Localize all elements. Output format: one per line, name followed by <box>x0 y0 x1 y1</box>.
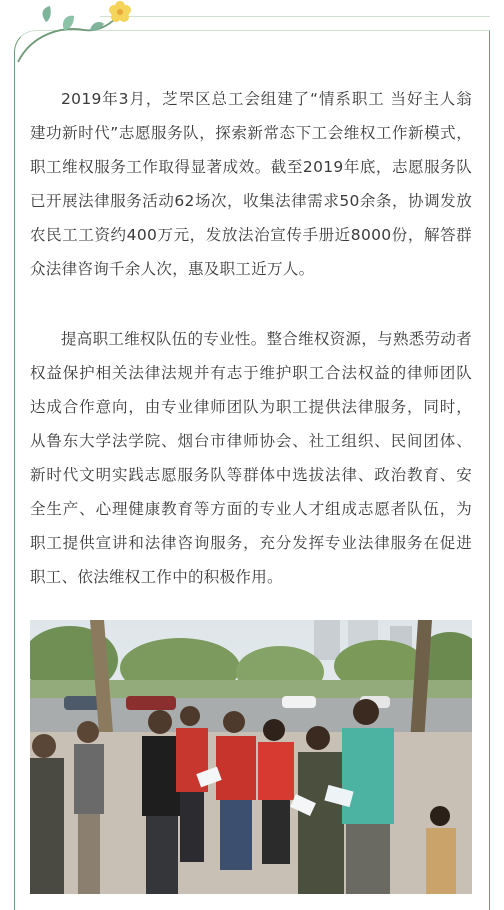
frame-top-line <box>100 16 490 17</box>
article-paragraph-2: 提高职工维权队伍的专业性。整合维权资源，与熟悉劳动者权益保护相关法律法规并有志于维护职工合法权益的律师团队达成合作意向，由专业律师团队为职工提供法律服务，同时，从鲁东大学法学院、烟台市律师协会、社工组织、民间团体、新时代文明实践志愿服务队等群体中选拔法律、政治教育、安全生产、心理健康教育等方面的专业人才组成志愿者队伍，为职工提供宣讲和法律咨询服务，充分发挥专业法律服务在促进职工、依法维权工作中的积极作用。 <box>30 330 472 586</box>
article-paragraph-1: 2019年3月，芝罘区总工会组建了“情系职工 当好主人翁 建功新时代”志愿服务队，探索新常态下工会维权工作新模式，职工维权服务工作取得显著成效。截至2019年底，志愿服务队已开展法律服务活动62场次，收集法律需求50余条，协调发放农民工工资约400万元，发放法治宣传手册近8000份，解答群众法律咨询千余人次，惠及职工近万人。 <box>30 90 472 278</box>
flower-vine-icon <box>12 0 132 70</box>
volunteer-photo-illustration <box>30 620 472 894</box>
volunteer-photo <box>30 620 472 894</box>
